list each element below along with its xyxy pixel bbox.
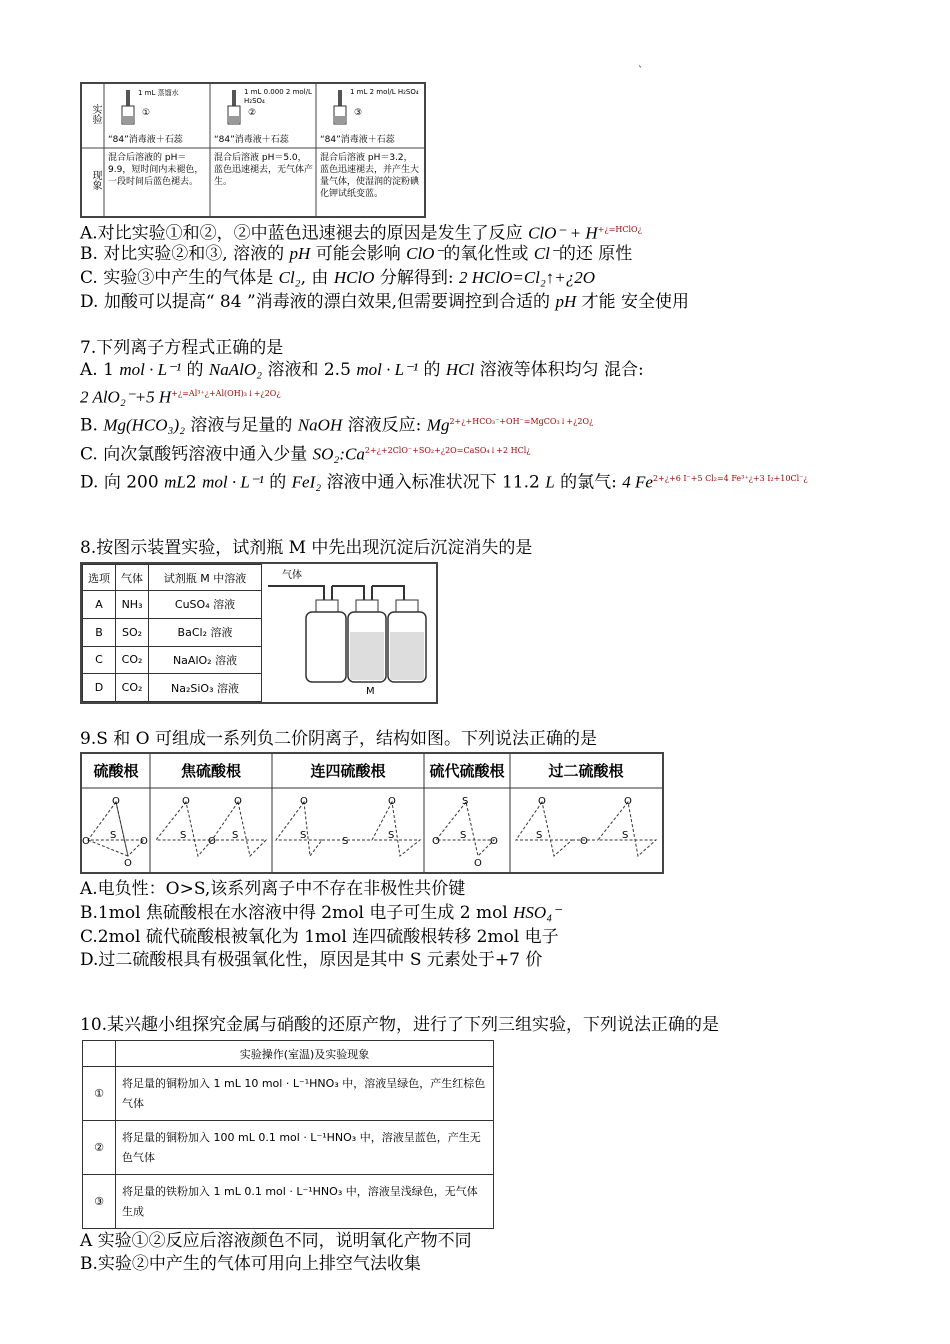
svg-text:O: O [124, 858, 132, 869]
tetrathionate-structure [276, 802, 420, 856]
bottle-icon [306, 600, 346, 682]
text: 才能 安全使用 [581, 292, 690, 312]
cell: B [83, 618, 116, 646]
cell: NH₃ [116, 591, 149, 619]
q7-stem: 7.下列离子方程式正确的是 [80, 338, 284, 358]
formula: NaOH [297, 415, 343, 435]
cell: D [83, 674, 116, 702]
q6-option-c [80, 267, 595, 289]
svg-text:S: S [300, 830, 307, 841]
svg-text:S: S [460, 830, 467, 841]
tube-number: ① [142, 108, 151, 118]
bottle-icon [388, 600, 426, 682]
equation-tail: 2+¿+HCO₃⁻+OH⁻=MgCO₃↓+¿2O¿ [449, 417, 594, 426]
tube-icon [228, 90, 240, 124]
q9-option-b [80, 902, 561, 924]
row-number: ① [83, 1067, 116, 1121]
gas-label: 气体 [282, 570, 302, 581]
header-sulfate: 硫酸根 [93, 762, 139, 780]
bottle-m-label: M [366, 686, 375, 697]
q8-table [82, 564, 262, 702]
svg-text:S: S [180, 830, 187, 841]
svg-text:S: S [232, 830, 239, 841]
text: 的氯气: [560, 472, 617, 493]
formula: HCl [445, 360, 475, 379]
pyrosulfate-structure [156, 802, 266, 856]
text: 的 [423, 360, 441, 380]
text: 溶液与足量的 [190, 415, 293, 436]
text: B.1mol 焦硫酸根在水溶液中得 2mol 电子可生成 2 mol [80, 903, 508, 923]
q9-option-c: C.2mol 硫代硫酸根被氧化为 1mol 连四硫酸根转移 2mol 电子 [80, 927, 559, 947]
cell: A [83, 591, 116, 619]
text: 溶液中通入标准状况下 11.2 [326, 472, 540, 493]
row-label-experiment: 实验 [90, 104, 101, 124]
equation-tail: 2+¿+6 I⁻+5 Cl₂=4 Fe³⁺¿+3 I₂+10Cl⁻¿ [652, 474, 808, 483]
tube-caption: “84”消毒液＋石蕊 [320, 135, 395, 145]
q10-option-a: A 实验①②反应后溶液颜色不同，说明氧化产物不同 [80, 1231, 472, 1251]
formula: FeI₂ [291, 472, 322, 492]
phenomenon-1: 混合后溶液的 pH＝9.9，短时间内未褪色，一段时间后蓝色褪去。 [108, 153, 204, 187]
svg-text:O: O [182, 796, 190, 807]
equation: 4 Fe [622, 472, 653, 492]
row-number: ③ [83, 1175, 116, 1229]
q10-table [82, 1040, 494, 1229]
row-label-phenomenon: 现象 [90, 170, 101, 190]
header-peroxydisulfate: 过二硫酸根 [548, 762, 624, 780]
cell: CuSO₄ 溶液 [149, 591, 262, 619]
tube-number: ③ [354, 108, 363, 118]
thiosulfate-structure [436, 802, 494, 856]
equation: Mg [426, 415, 450, 435]
text: B. [80, 415, 98, 436]
cell: C [83, 646, 116, 674]
q9-stem: 9.S 和 O 可组成一系列负二价阴离子，结构如图。下列说法正确的是 [80, 729, 598, 749]
formula: Mg(HCO₃)₂ [103, 415, 186, 435]
unit: mL [164, 472, 186, 492]
q9-option-a: A.电负性：O>S,该系列离子中不存在非极性共价键 [80, 879, 466, 899]
q10-option-b: B.实验②中产生的气体可用向上排空气法收集 [80, 1254, 421, 1274]
unit: L [545, 472, 555, 492]
svg-text:S: S [342, 836, 349, 847]
cell: BaCl₂ 溶液 [149, 618, 262, 646]
unit: mol · L⁻¹ [356, 360, 419, 379]
bottle-icon [348, 600, 386, 682]
tube-reagent: 1 mL 2 mol/L H₂SO₄ [350, 88, 419, 96]
row-text: 将足量的铜粉加入 100 mL 0.1 mol · L⁻¹HNO₃ 中，溶液呈蓝色，产生无色气体 [116, 1121, 494, 1175]
text: 的 [186, 360, 204, 380]
hypochlorite-symbol: ClO⁻ [406, 244, 444, 263]
row-text: 将足量的铁粉加入 1 mL 0.1 mol · L⁻¹HNO₃ 中，溶液呈浅绿色，无气体生成 [116, 1175, 494, 1229]
svg-text:O: O [234, 796, 242, 807]
text: C. 向次氯酸钙溶液中通入少量 [80, 444, 308, 465]
stray-mark: ` [638, 66, 643, 77]
unit: mol · L⁻¹ [119, 360, 182, 379]
q10-stem: 10.某兴趣小组探究金属与硝酸的还原产物，进行了下列三组实验，下列说法正确的是 [80, 1015, 720, 1035]
header-thiosulfate: 硫代硫酸根 [429, 762, 505, 780]
text: D. 向 200 [80, 472, 159, 493]
cell: CO₂ [116, 646, 149, 674]
svg-text:O: O [112, 796, 120, 807]
svg-text:S: S [462, 796, 469, 807]
sulfate-structure [88, 802, 144, 856]
cell: CO₂ [116, 674, 149, 702]
svg-text:S: S [388, 830, 395, 841]
svg-text:O: O [580, 836, 588, 847]
chloride-symbol: Cl⁻ [533, 244, 559, 263]
q6-option-b [80, 243, 632, 265]
ph-symbol: pH [289, 244, 311, 263]
corner-cell [83, 1041, 116, 1067]
tube-reagent: 1 mL 蒸馏水 [138, 89, 179, 97]
q7-option-b [80, 411, 593, 437]
text: 的氧化性或 [443, 244, 529, 264]
tube-caption: “84”消毒液＋石蕊 [108, 135, 183, 145]
text: A. 1 [80, 360, 114, 380]
q8-stem: 8.按图示装置实验，试剂瓶 M 中先出现沉淀后沉淀消失的是 [80, 538, 533, 558]
q9-option-d: D.过二硫酸根具有极强氧化性，原因是其中 S 元素处于+7 价 [80, 950, 543, 970]
tube-icon [122, 90, 134, 124]
equation-tail: +¿=Al³⁺¿+Al(OH)₃↓+¿2O¿ [171, 389, 281, 398]
text: 溶液和 2.5 [267, 360, 351, 380]
equation: 2 AlO₂⁻+5 H [80, 387, 172, 407]
text: 溶液等体积均匀 混合: [479, 360, 644, 380]
text: B. 对比实验②和③, 溶液的 [80, 244, 285, 264]
header-tetrathionate: 连四硫酸根 [310, 762, 386, 780]
svg-text:O: O [474, 858, 482, 869]
chlorine-symbol: Cl₂ [278, 268, 301, 287]
svg-text:S: S [622, 830, 629, 841]
text: 2 [185, 472, 197, 493]
svg-text:O: O [208, 836, 216, 847]
text: 的 [269, 472, 287, 493]
cell: SO₂ [116, 618, 149, 646]
unit: mol · L⁻¹ [202, 472, 264, 492]
svg-text:O: O [624, 796, 632, 807]
phenomenon-2: 混合后溶液 pH＝5.0，蓝色迅速褪去，无气体产生。 [214, 153, 314, 187]
gas-bottles-apparatus [264, 564, 434, 702]
phenomenon-3: 混合后溶液 pH＝3.2，蓝色迅速褪去，并产生大量气体，使湿润的淀粉碘化钾试纸变蓝。 [320, 153, 420, 199]
formula: HSO₄⁻ [513, 903, 562, 922]
q7-option-a [80, 359, 644, 381]
header-pyrosulfate: 焦硫酸根 [180, 762, 241, 780]
cell: NaAlO₂ 溶液 [149, 646, 262, 674]
q6-option-a-text: A.对比实验①和②，②中蓝色迅速褪去的原因是发生了反应 [80, 223, 523, 244]
header-cell: 实验操作(室温)及实验现象 [116, 1041, 494, 1067]
svg-text:O: O [140, 836, 148, 847]
formula: SO₂ [312, 444, 340, 464]
text: C. 实验③中产生的气体是 [80, 268, 274, 288]
q6-option-a-eq: ClO⁻ + H [528, 223, 598, 243]
equation: :Ca [339, 444, 365, 464]
q6-option-d [80, 291, 689, 313]
svg-text:O: O [490, 836, 498, 847]
q7-option-c [80, 440, 531, 466]
header-option: 选项 [83, 565, 116, 591]
header-solution: 试剂瓶 M 中溶液 [149, 565, 262, 591]
q6-option-a [80, 219, 642, 245]
ph-symbol: pH [555, 292, 577, 311]
equation-tail: 2+¿+2ClO⁻+SO₂+¿2O=CaSO₄↓+2 HCl¿ [364, 446, 531, 455]
svg-text:O: O [300, 796, 308, 807]
text: 分解得到: [379, 268, 454, 288]
tube-caption: “84”消毒液＋石蕊 [214, 135, 289, 145]
text: 的还 原性 [558, 244, 633, 264]
svg-text:O: O [388, 796, 396, 807]
q8-figure [80, 562, 438, 704]
equation: 2 HClO=Cl₂↑+¿2O [459, 268, 596, 287]
q6-option-a-eq-tail: +¿=HClO¿ [597, 225, 642, 234]
tube-number: ② [248, 108, 257, 118]
tube-reagent: 1 mL 0.000 2 mol/L H₂SO₄ [244, 88, 312, 105]
tube-icon [334, 90, 346, 124]
svg-text:O: O [538, 796, 546, 807]
hclo-symbol: HClO [333, 268, 375, 287]
svg-text:O: O [432, 836, 440, 847]
row-number: ② [83, 1121, 116, 1175]
svg-text:S: S [536, 830, 543, 841]
text: 可能会影响 [315, 244, 401, 264]
svg-text:S: S [110, 830, 117, 841]
cell: Na₂SiO₃ 溶液 [149, 674, 262, 702]
header-gas: 气体 [116, 565, 149, 591]
q6-experiment-table [80, 82, 426, 218]
row-text: 将足量的铜粉加入 1 mL 10 mol · L⁻¹HNO₃ 中，溶液呈绿色，产生红棕色气体 [116, 1067, 494, 1121]
q7-option-a-equation [80, 383, 281, 409]
text: , 由 [300, 268, 329, 288]
text: D. 加酸可以提高“ 84 ”消毒液的漂白效果,但需要调控到合适的 [80, 292, 551, 312]
formula: NaAlO₂ [208, 360, 263, 379]
q7-option-d [80, 468, 808, 494]
peroxydisulfate-structure [516, 802, 656, 856]
svg-text:O: O [82, 836, 90, 847]
q9-figure [80, 752, 664, 874]
text: 溶液反应: [347, 415, 422, 436]
